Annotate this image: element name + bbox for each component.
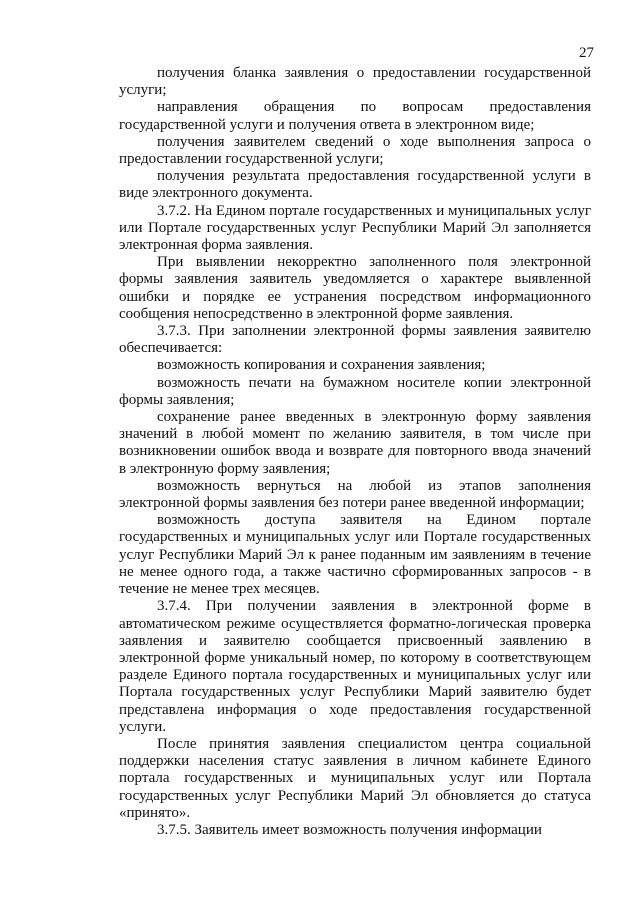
paragraph-8: возможность копирования и сохранения заявления; (157, 357, 486, 374)
paragraph-9: возможность печати на бумажном носителе копии электронной формы заявления; (119, 374, 591, 408)
paragraph-14: После принятия заявления специалистом центра социальной поддержки населения статус заявления в личном кабинете Единого портала государственных и муниципальных услуг или Портала государственных услуг Республики Марий Эл обновляется до статуса «принято». (119, 735, 591, 821)
paragraph-13: 3.7.4. При получении заявления в электронной форме в автоматическом режиме осуществляется форматно-логическая проверка заявления и заявителю сообщается присвоенный заявлению в электронной форме уникальный номер, по которому в соответствующем разделе Единого портала государственных и муниципальных услуг или Портала государственных услуг Республики Марий заявителю будет представлена информация о ходе предоставления государственной услуги. (119, 598, 591, 735)
paragraph-2: направления обращения по вопросам предоставления государственной услуги и получения ответа в электронном виде; (119, 99, 591, 133)
document-body (119, 65, 591, 839)
paragraph-12: возможность доступа заявителя на Едином портале государственных и муниципальных услуг или Портале государственных услуг Республики Марий Эл к ранее поданным им заявлениям в течение не менее одного года, а также частично сформированных запросов - в течение не менее трех месяцев. (119, 512, 591, 598)
paragraph-6: При выявлении некорректно заполненного поля электронной формы заявления заявитель уведомляется о характере выявленной ошибки и порядке ее устранения посредством информационного сообщения непосредственно в электронной форме заявления. (119, 254, 591, 322)
paragraph-5: 3.7.2. На Едином портале государственных и муниципальных услуг или Портале государственных услуг Республики Марий Эл заполняется электронная форма заявления. (119, 202, 591, 254)
paragraph-3: получения заявителем сведений о ходе выполнения запроса о предоставлении государственной услуги; (119, 133, 591, 168)
paragraph-10: сохранение ранее введенных в электронную форму заявления значений в любой момент по желанию заявителя, в том числе при возникновении ошибок ввода и возврате для повторного ввода значений в электронную форму заявления; (119, 409, 591, 477)
paragraph-1: получения бланка заявления о предоставлении государственной услуги; (119, 65, 591, 99)
paragraph-7: 3.7.3. При заполнении электронной формы заявления заявителю обеспечивается: (119, 323, 591, 357)
paragraph-4: получения результата предоставления государственной услуги в виде электронного документа. (119, 168, 591, 202)
paragraph-15: 3.7.5. Заявитель имеет возможность получения информации (157, 821, 542, 838)
page-number: 27 (579, 45, 594, 61)
paragraph-11: возможность вернуться на любой из этапов заполнения электронной формы заявления без потери ранее введенной информации; (119, 477, 591, 512)
